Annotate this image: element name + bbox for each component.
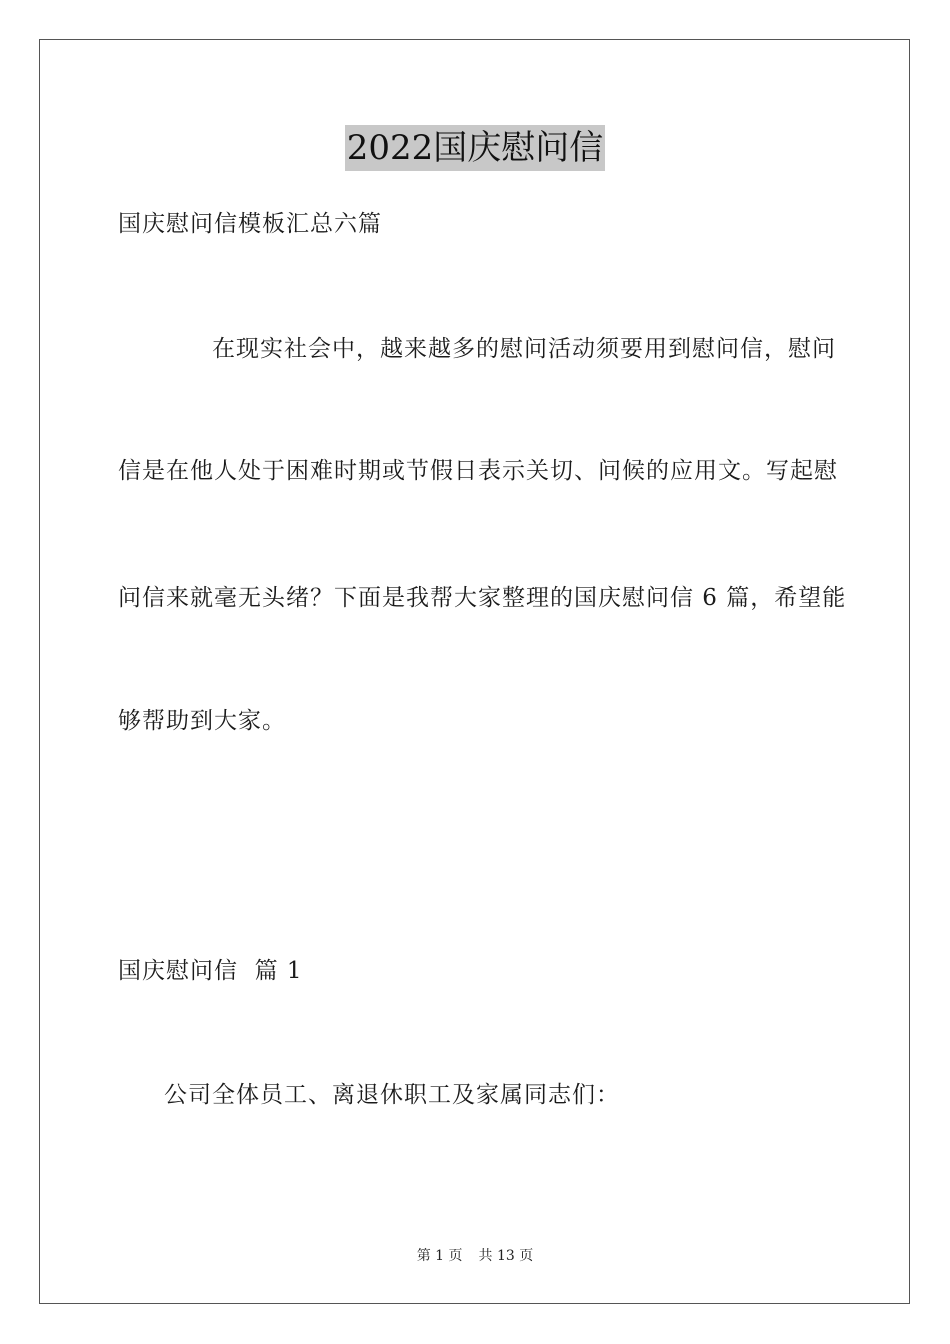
document-title: 2022国庆慰问信 <box>345 125 606 171</box>
salutation: 公司全体员工、离退休职工及家属同志们： <box>164 1082 620 1108</box>
page-total: 共 13 页 <box>478 1248 534 1264</box>
document-subtitle: 国庆慰问信模板汇总六篇 <box>118 211 382 237</box>
intro-line-4: 够帮助到大家。 <box>118 708 286 734</box>
section-heading: 国庆慰问信 篇 1 <box>118 958 303 984</box>
intro-line-3: 问信来就毫无头绪？下面是我帮大家整理的国庆慰问信 6 篇，希望能 <box>118 585 847 611</box>
page-footer <box>0 1246 950 1266</box>
page-number: 第 1 页 <box>416 1248 463 1264</box>
intro-line-1: 在现实社会中，越来越多的慰问活动须要用到慰问信，慰问 <box>212 336 836 362</box>
intro-line-2: 信是在他人处于困难时期或节假日表示关切、问候的应用文。写起慰 <box>118 458 838 484</box>
title-container <box>0 125 950 171</box>
